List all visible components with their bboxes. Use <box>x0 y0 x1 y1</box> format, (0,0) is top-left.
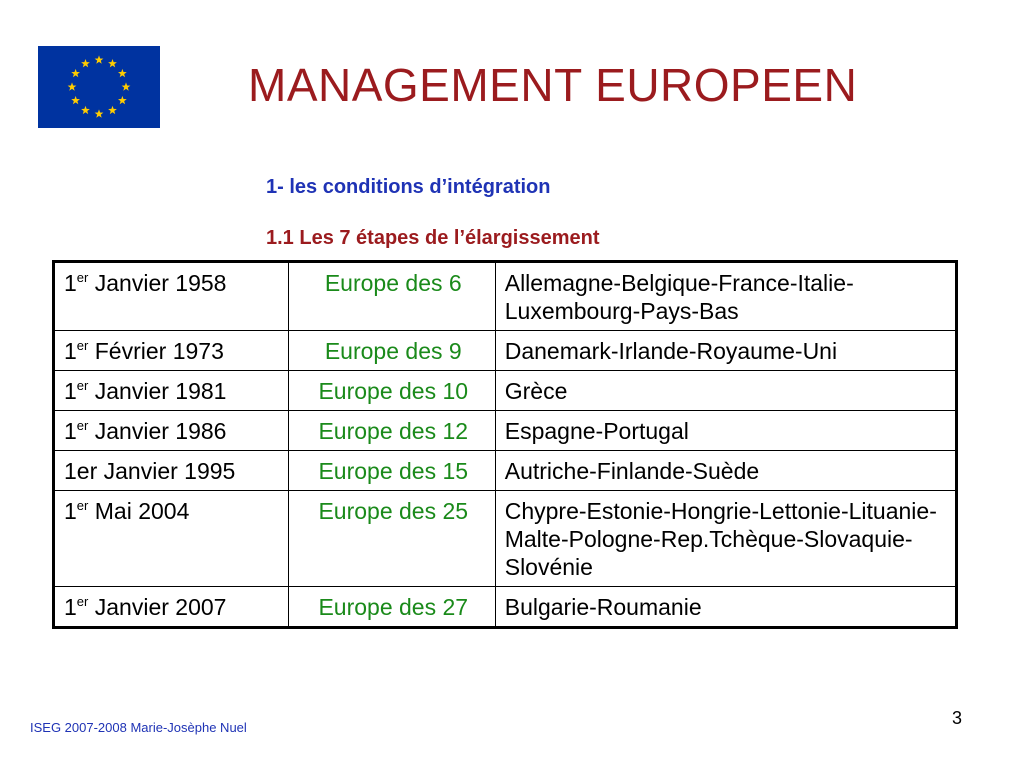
date-day: 1 <box>64 378 77 405</box>
date-day: 1 <box>64 594 77 621</box>
date-day: 1er Janvier 1995 <box>64 458 236 485</box>
date-day: 1 <box>64 418 77 445</box>
date-cell <box>54 371 289 411</box>
countries-cell: Espagne-Portugal <box>495 411 956 451</box>
group-cell: Europe des 9 <box>288 331 495 371</box>
subsection-heading: 1.1 Les 7 étapes de l’élargissement <box>266 227 600 249</box>
table-row <box>54 371 957 411</box>
date-day: 1 <box>64 498 77 525</box>
countries-cell: Allemagne-Belgique-France-Italie-Luxembourg-Pays-Bas <box>495 262 956 331</box>
enlargement-table <box>52 260 958 629</box>
countries-cell: Grèce <box>495 371 956 411</box>
table-row <box>54 262 957 331</box>
group-cell: Europe des 12 <box>288 411 495 451</box>
date-cell <box>54 451 289 491</box>
group-cell: Europe des 27 <box>288 587 495 628</box>
countries-cell: Chypre-Estonie-Hongrie-Lettonie-Lituanie-Malte-Pologne-Rep.Tchèque-Slovaquie-Slovénie <box>495 491 956 587</box>
countries-cell: Danemark-Irlande-Royaume-Uni <box>495 331 956 371</box>
table-row <box>54 491 957 587</box>
slide-title: MANAGEMENT EUROPEEN <box>248 59 858 111</box>
table-row <box>54 451 957 491</box>
group-cell: Europe des 15 <box>288 451 495 491</box>
group-cell: Europe des 10 <box>288 371 495 411</box>
date-month-year: Janvier 2007 <box>88 594 227 621</box>
date-cell <box>54 411 289 451</box>
group-cell: Europe des 25 <box>288 491 495 587</box>
countries-cell: Autriche-Finlande-Suède <box>495 451 956 491</box>
date-month-year: Mai 2004 <box>88 498 190 525</box>
date-month-year: Janvier 1958 <box>88 270 227 296</box>
footer-text: ISEG 2007-2008 Marie-Josèphe Nuel <box>30 720 247 735</box>
date-day: 1 <box>64 338 77 365</box>
date-cell <box>54 331 289 371</box>
countries-cell: Bulgarie-Roumanie <box>495 587 956 628</box>
date-month-year: Janvier 1986 <box>88 418 227 445</box>
date-ordinal-suffix: er <box>76 498 89 514</box>
date-cell <box>54 491 289 587</box>
date-cell <box>54 587 289 628</box>
table-row <box>54 587 957 628</box>
eu-flag-icon <box>38 46 160 128</box>
date-month-year: Février 1973 <box>88 338 224 365</box>
date-cell <box>54 262 289 331</box>
table-row <box>54 411 957 451</box>
date-ordinal-suffix: er <box>76 418 89 434</box>
section-heading: 1- les conditions d’intégration <box>266 176 551 198</box>
date-month-year: Janvier 1981 <box>88 378 227 405</box>
date-ordinal-suffix: er <box>76 378 89 394</box>
table-row <box>54 331 957 371</box>
date-ordinal-suffix: er <box>76 270 89 285</box>
date-day: 1 <box>64 270 77 296</box>
date-ordinal-suffix: er <box>76 338 89 354</box>
group-cell: Europe des 6 <box>288 262 495 331</box>
page-number: 3 <box>952 708 963 728</box>
date-ordinal-suffix: er <box>76 594 89 610</box>
